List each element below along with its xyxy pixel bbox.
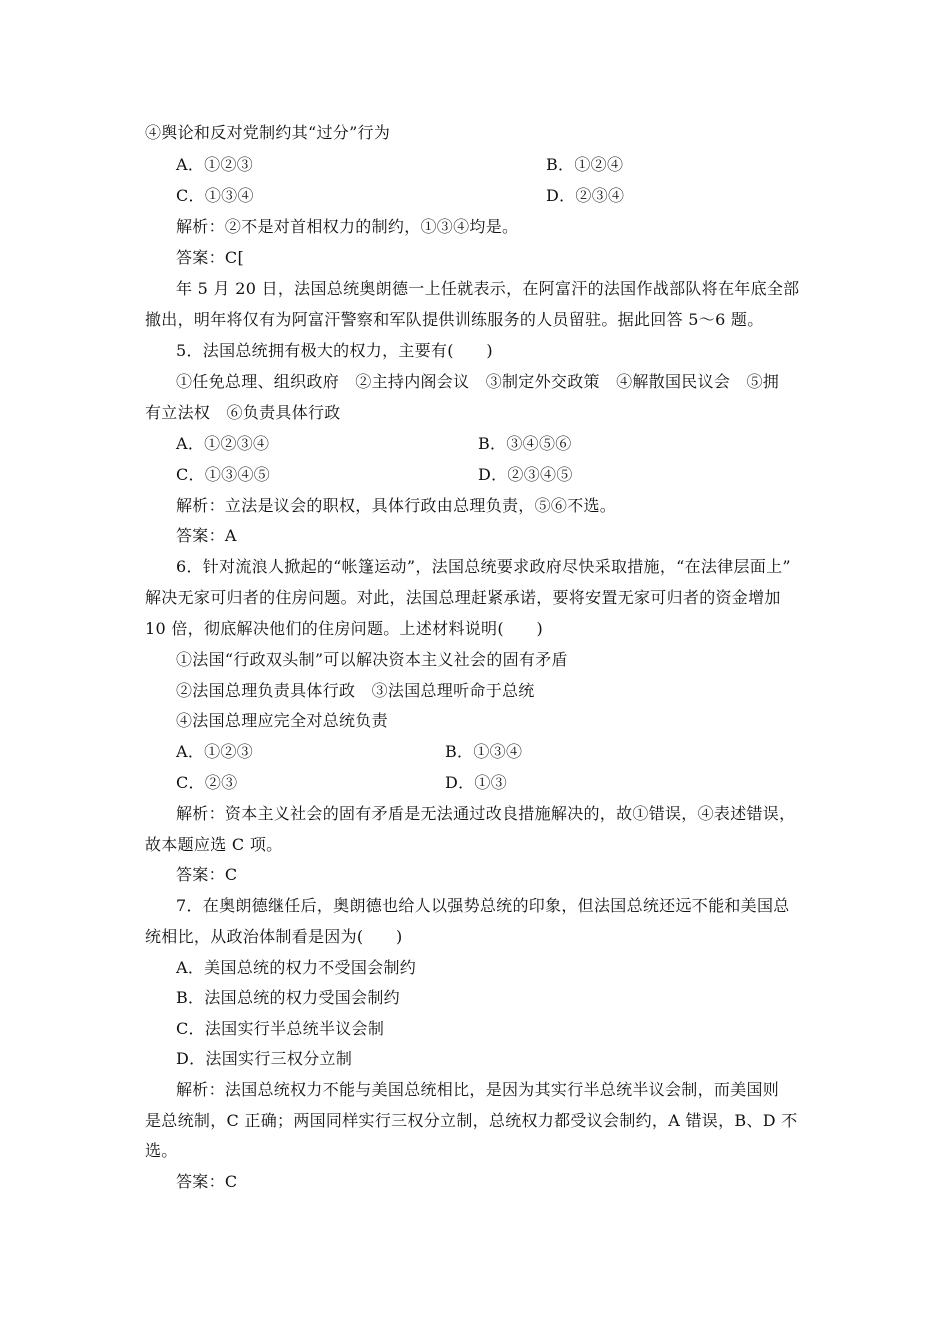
q5-analysis: 解析：立法是议会的职权，具体行政由总理负责，⑤⑥不选。 bbox=[176, 496, 617, 515]
q6-choice-c: C．②③ bbox=[176, 773, 238, 792]
q5-options-line-1: ①任免总理、组织政府 ②主持内阁会议 ③制定外交政策 ④解散国民议会 ⑤拥 bbox=[176, 372, 780, 391]
q4-choice-b: B．①②④ bbox=[546, 155, 624, 174]
q7-choice-d: D．法国实行三权分立制 bbox=[176, 1049, 353, 1068]
q7-choice-b: B．法国总统的权力受国会制约 bbox=[176, 988, 400, 1007]
q5-stem: 5．法国总统拥有极大的权力，主要有( ) bbox=[176, 341, 493, 360]
context-line-1: 年 5 月 20 日，法国总统奥朗德一上任就表示，在阿富汗的法国作战部队将在年底全部 bbox=[176, 279, 800, 298]
q4-choice-c: C．①③④ bbox=[176, 186, 254, 205]
q7-stem-line-2: 统相比，从政治体制看是因为( ) bbox=[145, 927, 403, 946]
q6-option-4: ④法国总理应完全对总统负责 bbox=[176, 711, 388, 730]
q5-choice-c: C．①③④⑤ bbox=[176, 465, 271, 484]
q6-option-1: ①法国“行政双头制”可以解决资本主义社会的固有矛盾 bbox=[176, 650, 568, 669]
q7-analysis-line-3: 选。 bbox=[145, 1141, 178, 1160]
q6-choice-b: B．①③④ bbox=[445, 742, 523, 761]
q7-answer: 答案：C bbox=[176, 1172, 238, 1191]
q5-choice-d: D．②③④⑤ bbox=[478, 465, 573, 484]
q6-analysis-line-2: 故本题应选 C 项。 bbox=[145, 835, 283, 854]
q7-choice-a: A．美国总统的权力不受国会制约 bbox=[176, 958, 417, 977]
q6-stem-line-1: 6．针对流浪人掀起的“帐篷运动”，法国总统要求政府尽快采取措施，“在法律层面上” bbox=[176, 557, 791, 576]
q7-choice-c: C．法国实行半总统半议会制 bbox=[176, 1019, 385, 1038]
q6-analysis-line-1: 解析：资本主义社会的固有矛盾是无法通过改良措施解决的，故①错误，④表述错误， bbox=[176, 804, 796, 823]
q6-answer: 答案：C bbox=[176, 865, 238, 884]
q6-choice-d: D．①③ bbox=[445, 773, 508, 792]
q5-choice-b: B．③④⑤⑥ bbox=[478, 434, 572, 453]
q7-analysis-line-1: 解析：法国总统权力不能与美国总统相比，是因为其实行半总统半议会制，而美国则 bbox=[176, 1080, 780, 1099]
q4-choice-d: D．②③④ bbox=[546, 186, 625, 205]
q6-option-2-3: ②法国总理负责具体行政 ③法国总理听命于总统 bbox=[176, 681, 535, 700]
q4-choice-a: A．①②③ bbox=[176, 155, 254, 174]
q4-analysis: 解析：②不是对首相权力的制约，①③④均是。 bbox=[176, 217, 519, 236]
q6-stem-line-2: 解决无家可归者的住房问题。对此，法国总理赶紧承诺，要将安置无家可归者的资金增加 bbox=[145, 588, 781, 607]
q6-stem-line-3: 10 倍，彻底解决他们的住房问题。上述材料说明( ) bbox=[145, 619, 544, 638]
q5-options-line-2: 有立法权 ⑥负责具体行政 bbox=[145, 403, 341, 422]
q4-option-4: ④舆论和反对党制约其“过分”行为 bbox=[145, 123, 391, 142]
context-line-2: 撤出，明年将仅有为阿富汗警察和军队提供训练服务的人员留驻。据此回答 5～6 题。 bbox=[145, 310, 764, 329]
q5-answer: 答案：A bbox=[176, 526, 237, 545]
q6-choice-a: A．①②③ bbox=[176, 742, 254, 761]
q7-stem-line-1: 7．在奥朗德继任后，奥朗德也给人以强势总统的印象，但法国总统还远不能和美国总 bbox=[176, 896, 790, 915]
q5-choice-a: A．①②③④ bbox=[176, 434, 270, 453]
q7-analysis-line-2: 是总统制，C 正确；两国同样实行三权分立制，总统权力都受议会制约，A 错误，B、D 不 bbox=[145, 1111, 798, 1130]
q4-answer: 答案：C[ bbox=[176, 248, 244, 267]
